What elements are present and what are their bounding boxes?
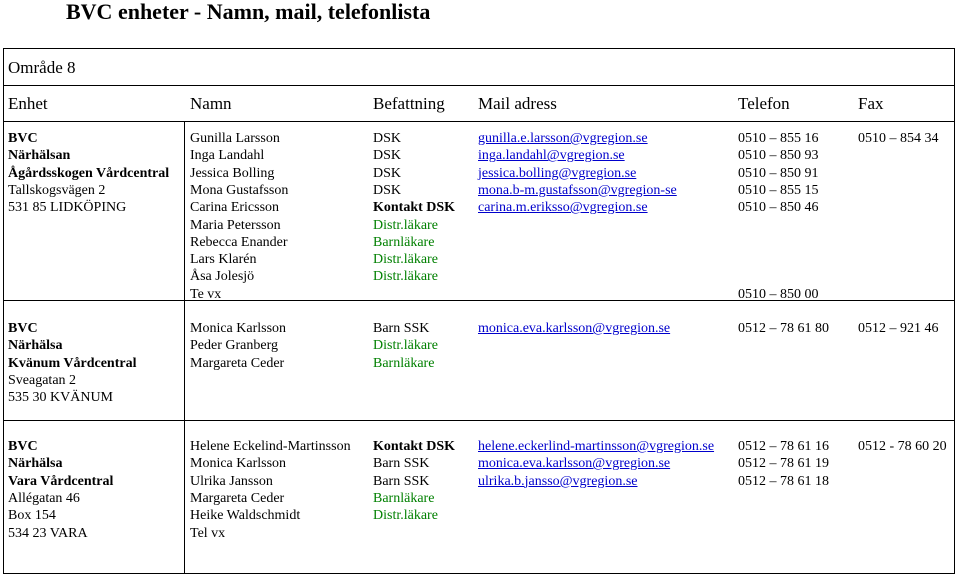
phone-number: 0510 – 850 00 bbox=[738, 286, 819, 302]
phone-number: 0512 – 78 61 16 bbox=[738, 439, 829, 454]
contact-name: Heike Waldschmidt bbox=[190, 508, 301, 524]
area-heading: Område 8 bbox=[8, 58, 76, 77]
contact-role: Barnläkare bbox=[373, 234, 435, 250]
unit-line: 531 85 LIDKÖPING bbox=[8, 200, 127, 216]
mail-link[interactable]: carina.m.eriksso@vgregion.se bbox=[478, 200, 648, 216]
header-position: Befattning bbox=[373, 94, 445, 113]
mail-link[interactable]: helene.eckerlind-martinsson@vgregion.se bbox=[478, 439, 715, 454]
fax-number: 0510 – 854 34 bbox=[858, 131, 939, 146]
contact-role: DSK bbox=[373, 131, 402, 146]
table-frame bbox=[3, 48, 955, 574]
fax-number: 0512 – 921 46 bbox=[858, 321, 939, 336]
contact-name: Monica Karlsson bbox=[190, 456, 287, 472]
unit-line: Närhälsa bbox=[8, 456, 63, 472]
unit-line: Ågårdsskogen Vårdcentral bbox=[8, 165, 170, 181]
header-name: Namn bbox=[190, 94, 232, 113]
phone-number: 0510 – 850 46 bbox=[738, 200, 819, 216]
unit-line: BVC bbox=[8, 439, 38, 454]
unit-line: BVC bbox=[8, 131, 38, 146]
contact-role: DSK bbox=[373, 165, 402, 181]
contact-name: Inga Landahl bbox=[190, 148, 265, 164]
header-phone: Telefon bbox=[738, 94, 790, 113]
phone-number: 0510 – 855 16 bbox=[738, 131, 819, 146]
phone-number: 0510 – 855 15 bbox=[738, 182, 819, 198]
phone-number: 0510 – 850 93 bbox=[738, 148, 819, 164]
column-divider bbox=[184, 121, 185, 573]
contact-name: Jessica Bolling bbox=[190, 165, 275, 181]
mail-link[interactable]: monica.eva.karlsson@vgregion.se bbox=[478, 456, 671, 472]
mail-link[interactable]: monica.eva.karlsson@vgregion.se bbox=[478, 321, 671, 336]
contact-name: Åsa Jolesjö bbox=[190, 269, 255, 285]
unit-line: Sveagatan 2 bbox=[8, 372, 77, 388]
phone-number: 0512 – 78 61 18 bbox=[738, 473, 829, 489]
unit-line: Kvänum Vårdcentral bbox=[8, 355, 137, 371]
unit-line: 534 23 VARA bbox=[8, 525, 88, 541]
contact-role: Kontakt DSK bbox=[373, 439, 456, 454]
mail-link[interactable]: inga.landahl@vgregion.se bbox=[478, 148, 625, 164]
contact-name: Margareta Ceder bbox=[190, 490, 285, 506]
unit-line: Box 154 bbox=[8, 508, 56, 524]
contact-name: Maria Petersson bbox=[190, 217, 281, 233]
unit-line: Närhälsan bbox=[8, 148, 71, 164]
phone-number: 0510 – 850 91 bbox=[738, 165, 819, 181]
contact-role: Barn SSK bbox=[373, 321, 430, 336]
contact-name: Carina Ericsson bbox=[190, 200, 280, 216]
unit-line: Allégatan 46 bbox=[8, 490, 80, 506]
divider bbox=[3, 121, 955, 122]
contact-role: Distr.läkare bbox=[373, 508, 438, 524]
page-title: BVC enheter - Namn, mail, telefonlista bbox=[66, 0, 431, 24]
phone-number: 0512 – 78 61 19 bbox=[738, 456, 829, 472]
divider bbox=[3, 420, 955, 421]
contact-name: Tel vx bbox=[190, 525, 226, 541]
unit-line: Tallskogsvägen 2 bbox=[8, 182, 106, 198]
contact-role: DSK bbox=[373, 182, 402, 198]
contact-role: Barn SSK bbox=[373, 473, 430, 489]
contact-name: Te vx bbox=[190, 286, 222, 302]
contact-role: Distr.läkare bbox=[373, 269, 438, 285]
contact-name: Gunilla Larsson bbox=[190, 131, 280, 146]
contact-role: Distr.läkare bbox=[373, 252, 438, 268]
contact-role: Barnläkare bbox=[373, 490, 435, 506]
fax-number: 0512 - 78 60 20 bbox=[858, 439, 947, 454]
phone-number: 0512 – 78 61 80 bbox=[738, 321, 829, 336]
contact-name: Monica Karlsson bbox=[190, 321, 287, 336]
contact-role: DSK bbox=[373, 148, 402, 164]
unit-line: BVC bbox=[8, 321, 38, 336]
contact-role: Distr.läkare bbox=[373, 217, 438, 233]
contact-name: Peder Granberg bbox=[190, 338, 278, 354]
contact-name: Rebecca Enander bbox=[190, 234, 288, 250]
divider bbox=[3, 85, 955, 86]
contact-name: Lars Klarén bbox=[190, 252, 257, 268]
mail-link[interactable]: gunilla.e.larsson@vgregion.se bbox=[478, 131, 648, 146]
unit-line: Närhälsa bbox=[8, 338, 63, 354]
contact-role: Barnläkare bbox=[373, 355, 435, 371]
contact-name: Helene Eckelind-Martinsson bbox=[190, 439, 351, 454]
mail-link[interactable]: mona.b-m.gustafsson@vgregion-se bbox=[478, 182, 677, 198]
header-unit: Enhet bbox=[8, 94, 48, 113]
contact-name: Ulrika Jansson bbox=[190, 473, 273, 489]
unit-line: Vara Vårdcentral bbox=[8, 473, 114, 489]
mail-link[interactable]: ulrika.b.jansso@vgregion.se bbox=[478, 473, 638, 489]
contact-role: Distr.läkare bbox=[373, 338, 438, 354]
contact-role: Kontakt DSK bbox=[373, 200, 456, 216]
header-mail: Mail adress bbox=[478, 94, 557, 113]
header-fax: Fax bbox=[858, 94, 884, 113]
contact-name: Margareta Ceder bbox=[190, 355, 285, 371]
contact-role: Barn SSK bbox=[373, 456, 430, 472]
mail-link[interactable]: jessica.bolling@vgregion.se bbox=[478, 165, 637, 181]
contact-name: Mona Gustafsson bbox=[190, 182, 289, 198]
unit-line: 535 30 KVÄNUM bbox=[8, 390, 113, 406]
